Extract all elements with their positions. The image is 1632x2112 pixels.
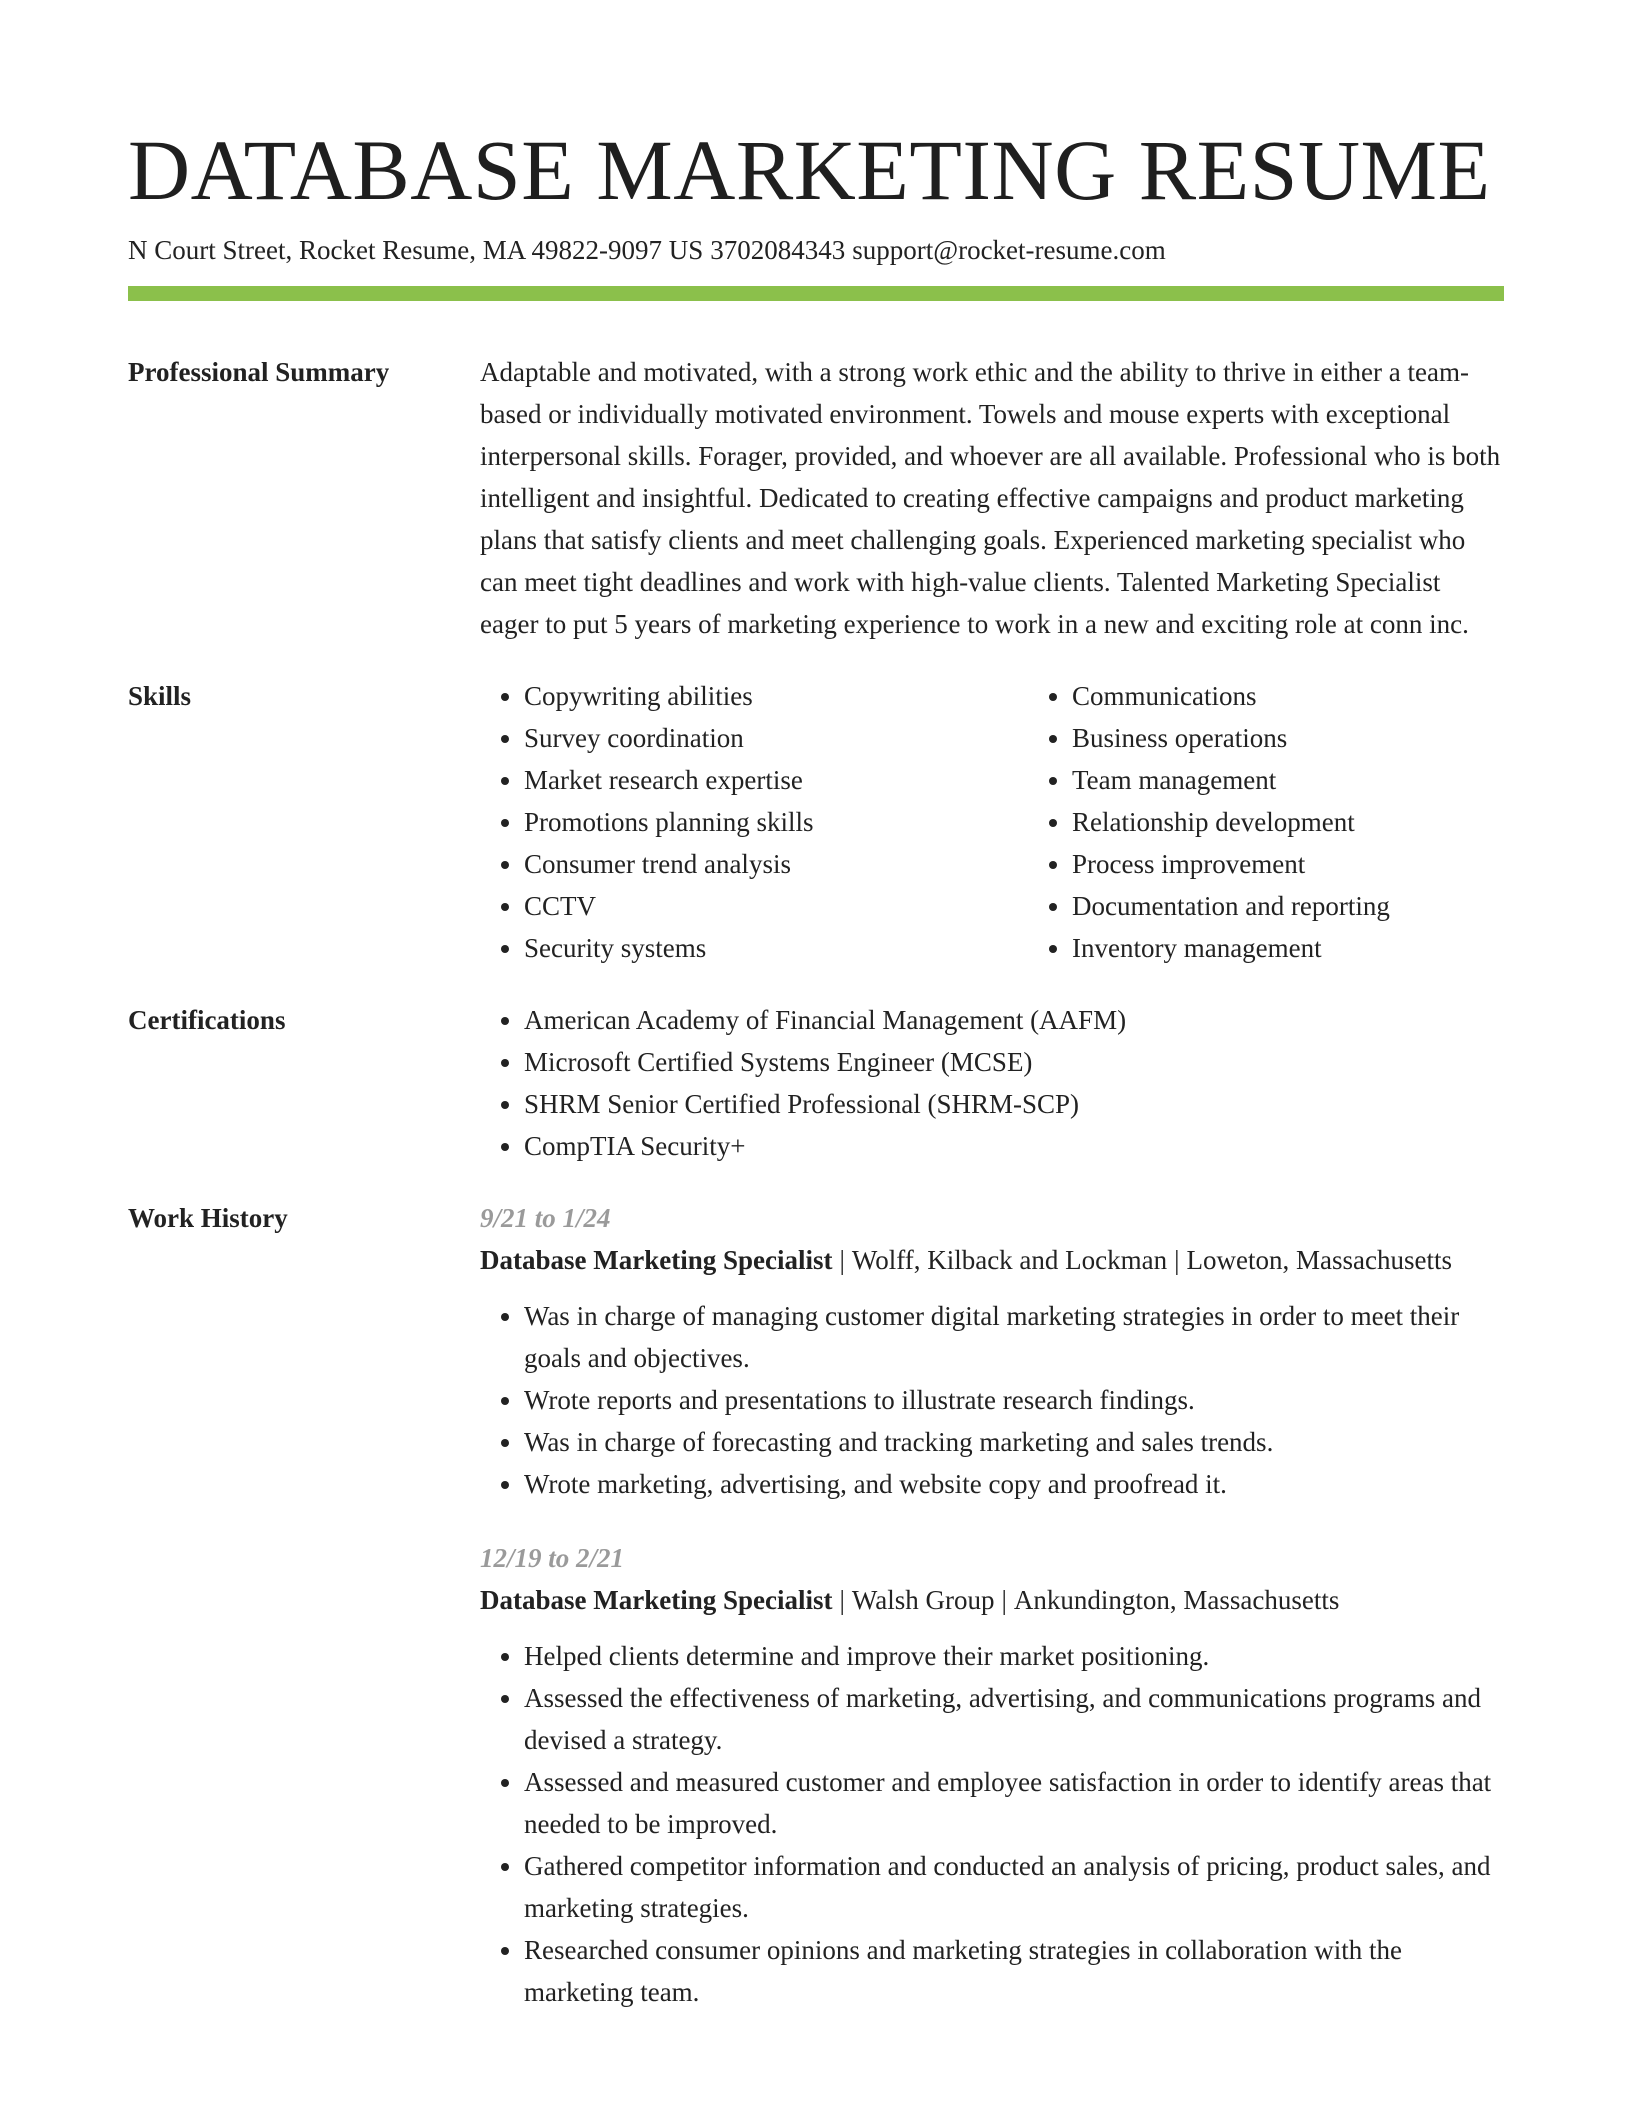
contact-address: N Court Street, Rocket Resume, MA 49822-9097 US <box>128 235 704 265</box>
job-title: Database Marketing Specialist <box>480 1585 833 1615</box>
job-bullets <box>480 1635 1504 2013</box>
certification-item: • Microsoft Certified Systems Engineer (MCSE) <box>524 1041 1504 1083</box>
certifications-section <box>128 999 1504 1167</box>
separator: | <box>839 1245 845 1275</box>
job-bullet: • Helped clients determine and improve their market positioning. <box>524 1635 1504 1677</box>
section-label-summary: Professional Summary <box>128 357 390 387</box>
certification-item: • American Academy of Financial Management (AAFM) <box>524 999 1504 1041</box>
separator: | <box>1174 1245 1180 1275</box>
skills-body <box>480 675 1504 969</box>
skill-item: • Team management <box>1072 759 1390 801</box>
section-label-skills: Skills <box>128 681 192 711</box>
job-heading <box>480 1579 1504 1621</box>
section-label-certifications: Certifications <box>128 1005 286 1035</box>
work-body <box>480 1197 1504 2045</box>
job-entry <box>480 1537 1504 2013</box>
job-bullet: • Assessed the effectiveness of marketing, advertising, and communications programs and devised a strategy. <box>524 1677 1504 1761</box>
contact-email: support@rocket-resume.com <box>852 235 1166 265</box>
skill-item: • Process improvement <box>1072 843 1390 885</box>
skill-item: • Consumer trend analysis <box>524 843 1028 885</box>
skills-section <box>128 675 1504 969</box>
job-company: Walsh Group <box>851 1585 995 1615</box>
separator: | <box>839 1585 845 1615</box>
job-bullets <box>480 1295 1504 1505</box>
job-bullet: • Wrote marketing, advertising, and website copy and proofread it. <box>524 1463 1504 1505</box>
professional-summary-section <box>128 351 1504 645</box>
job-bullet: • Gathered competitor information and conducted an analysis of pricing, product sales, and marketing strategies. <box>524 1845 1504 1929</box>
header-divider <box>128 286 1504 301</box>
certifications-list <box>480 999 1504 1167</box>
certification-item: • SHRM Senior Certified Professional (SHRM-SCP) <box>524 1083 1504 1125</box>
separator: | <box>1001 1585 1007 1615</box>
job-bullet: • Assessed and measured customer and employee satisfaction in order to identify areas that needed to be improved. <box>524 1761 1504 1845</box>
job-location: Loweton, Massachusetts <box>1186 1245 1452 1275</box>
certification-item: • CompTIA Security+ <box>524 1125 1504 1167</box>
section-label-work: Work History <box>128 1203 288 1233</box>
skill-item: • Copywriting abilities <box>524 675 1028 717</box>
skill-item: • Relationship development <box>1072 801 1390 843</box>
job-heading <box>480 1239 1504 1281</box>
job-dates: 12/19 to 2/21 <box>480 1543 625 1573</box>
contact-line <box>128 232 1504 268</box>
skill-item: • CCTV <box>524 885 1028 927</box>
page-title: DATABASE MARKETING RESUME <box>128 122 1491 218</box>
job-bullet: • Was in charge of managing customer digital marketing strategies in order to meet their goals and objectives. <box>524 1295 1504 1379</box>
skill-item: • Survey coordination <box>524 717 1028 759</box>
skills-list-left <box>480 675 1028 969</box>
resume-page <box>128 118 1504 2045</box>
summary-body <box>480 351 1504 645</box>
certifications-body <box>480 999 1504 1167</box>
job-bullet: • Wrote reports and presentations to illustrate research findings. <box>524 1379 1504 1421</box>
job-dates: 9/21 to 1/24 <box>480 1203 611 1233</box>
skill-item: • Documentation and reporting <box>1072 885 1390 927</box>
summary-text: Adaptable and motivated, with a strong work ethic and the ability to thrive in either a team-based or individually motivated environment. Towels and mouse experts with exceptional interpersonal skills. Forager, provided, and whoever are all available. Professional who is both intelligent and insightful. Dedicated to creating effective campaigns and product marketing plans that satisfy clients and meet challenging goals. Experienced marketing specialist who can meet tight deadlines and work with high-value clients. Talented Marketing Specialist eager to put 5 years of marketing experience to work in a new and exciting role at conn inc. <box>480 357 1501 639</box>
skill-item: • Market research expertise <box>524 759 1028 801</box>
skill-item: • Security systems <box>524 927 1028 969</box>
job-bullet: • Researched consumer opinions and marketing strategies in collaboration with the marketing team. <box>524 1929 1504 2013</box>
contact-phone: 3702084343 <box>710 235 846 265</box>
job-company: Wolff, Kilback and Lockman <box>851 1245 1168 1275</box>
skill-item: • Business operations <box>1072 717 1390 759</box>
job-title: Database Marketing Specialist <box>480 1245 833 1275</box>
job-location: Ankundington, Massachusetts <box>1013 1585 1340 1615</box>
job-bullet: • Was in charge of forecasting and tracking marketing and sales trends. <box>524 1421 1504 1463</box>
skills-list-right <box>1028 675 1390 969</box>
work-history-section <box>128 1197 1504 2045</box>
skill-item: • Communications <box>1072 675 1390 717</box>
skill-item: • Promotions planning skills <box>524 801 1028 843</box>
job-entry <box>480 1197 1504 1505</box>
skill-item: • Inventory management <box>1072 927 1390 969</box>
